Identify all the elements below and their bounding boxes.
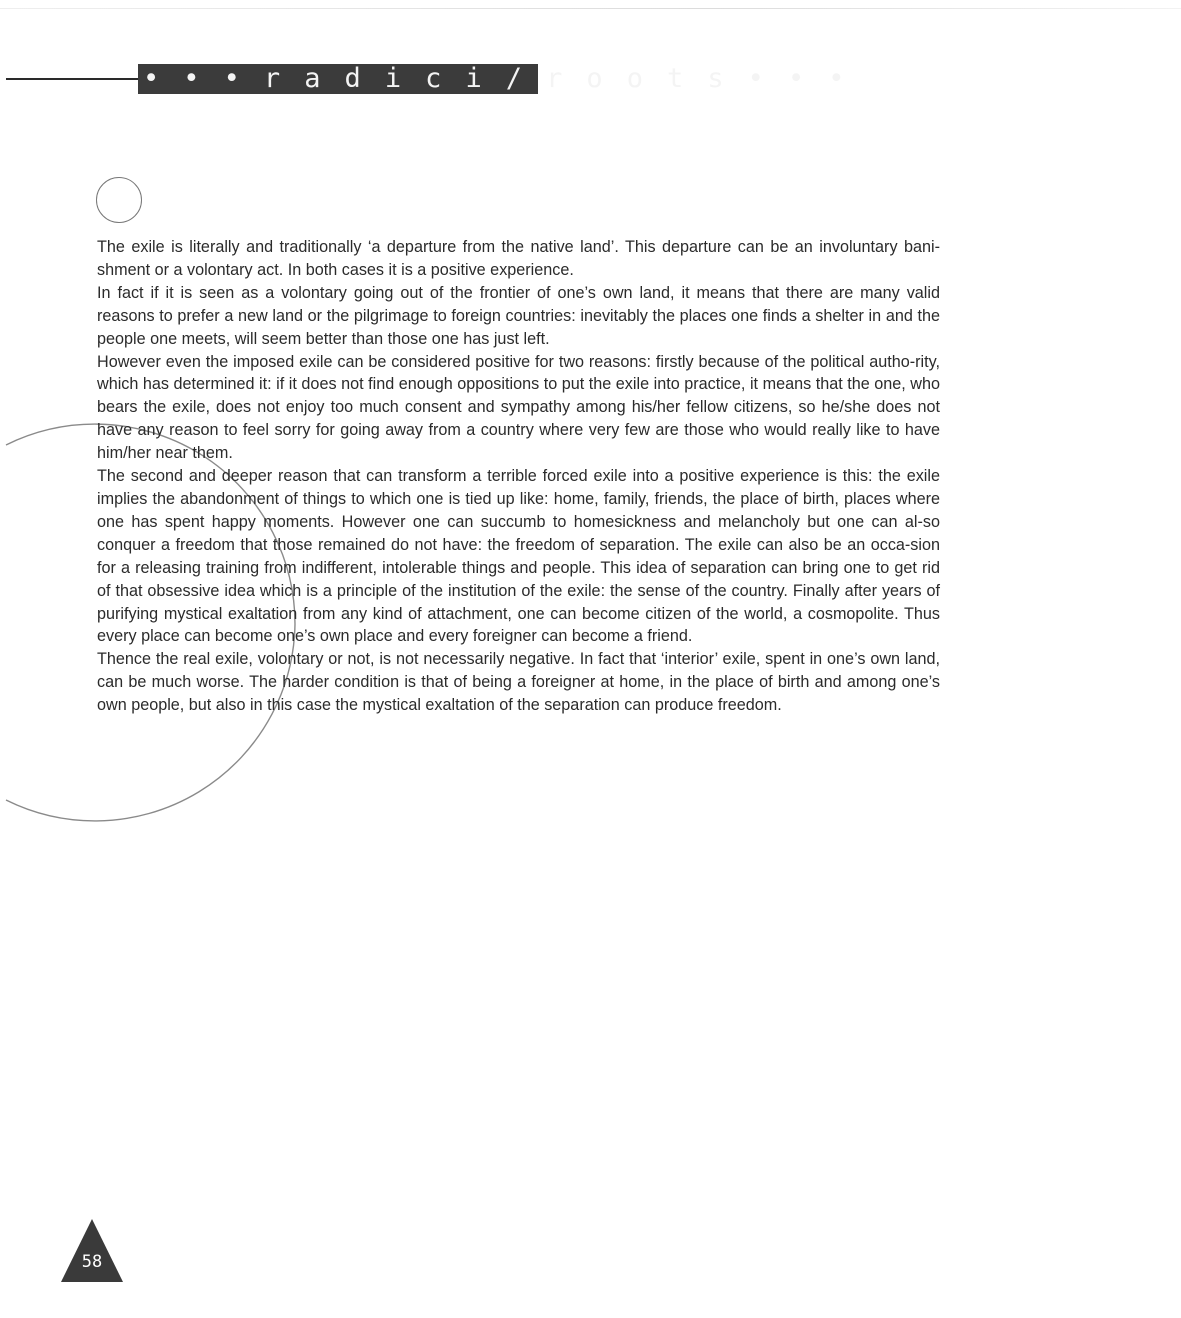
triangle-icon	[61, 1219, 123, 1282]
essay-text	[97, 236, 940, 717]
circle-ornament-small	[96, 177, 142, 223]
essay-paragraph: The exile is literally and traditionally ‘a departure from the native land’. This departure can be an involuntary bani-shment or a volontary act. In both cases it is a positive experience.	[97, 238, 940, 279]
header-rule	[6, 78, 140, 80]
essay-paragraph: Thence the real exile, volontary or not, is not necessarily negative. In fact that ‘interior’ exile, spent in one’s own land, can be much worse. The harder condition is that of being a foreigner at home, in the place of birth and among one’s own people, but also in this case the mystical exaltation of the separation can produce freedom.	[97, 650, 940, 715]
page-number: 58	[81, 1252, 103, 1272]
essay-paragraph: The second and deeper reason that can transform a terrible forced exile into a positive experience is this: the exile implies the abandonment of things to which one is tied up like: home, family, friends, the place of birth, places where one has spent happy moments. However one can succumb to homesickness and melancholy but one can al-so conquer a freedom that those remained do not have: the freedom of separation. The exile can also be an occa-sion for a releasing training from indifferent, intolerable things and people. This idea of separation can bring one to get rid of that obsessive idea which is a principle of the institution of the exile: the sense of the country. Finally after years of purifying mystical exaltation from any kind of attachment, one can become citizen of the world, a cosmopolite. Thus every place can become one’s own place and every foreigner can become a friend.	[97, 467, 940, 646]
section-title-banner: • • • r a d i c i / r o o t s • • •	[138, 64, 538, 94]
essay-paragraph: However even the imposed exile can be considered positive for two reasons: firstly because of the political autho-rity, which has determined it: if it does not find enough oppositions to put the exile into practice, it means that the one, who bears the exile, does not enjoy too much consent and sympathy among his/her fellow citizens, so he/she does not have any reason to feel sorry for going away from a country where very few are those who would really like to have him/her near them.	[97, 352, 940, 463]
essay-paragraph: In fact if it is seen as a volontary going out of the frontier of one’s own land, it means that there are many valid reasons to prefer a new land or the pilgrimage to foreign countries: inevitably the places one finds a shelter in and the people one meets, will seem better than those one has just left.	[97, 283, 940, 348]
top-page-rule	[0, 8, 1181, 9]
